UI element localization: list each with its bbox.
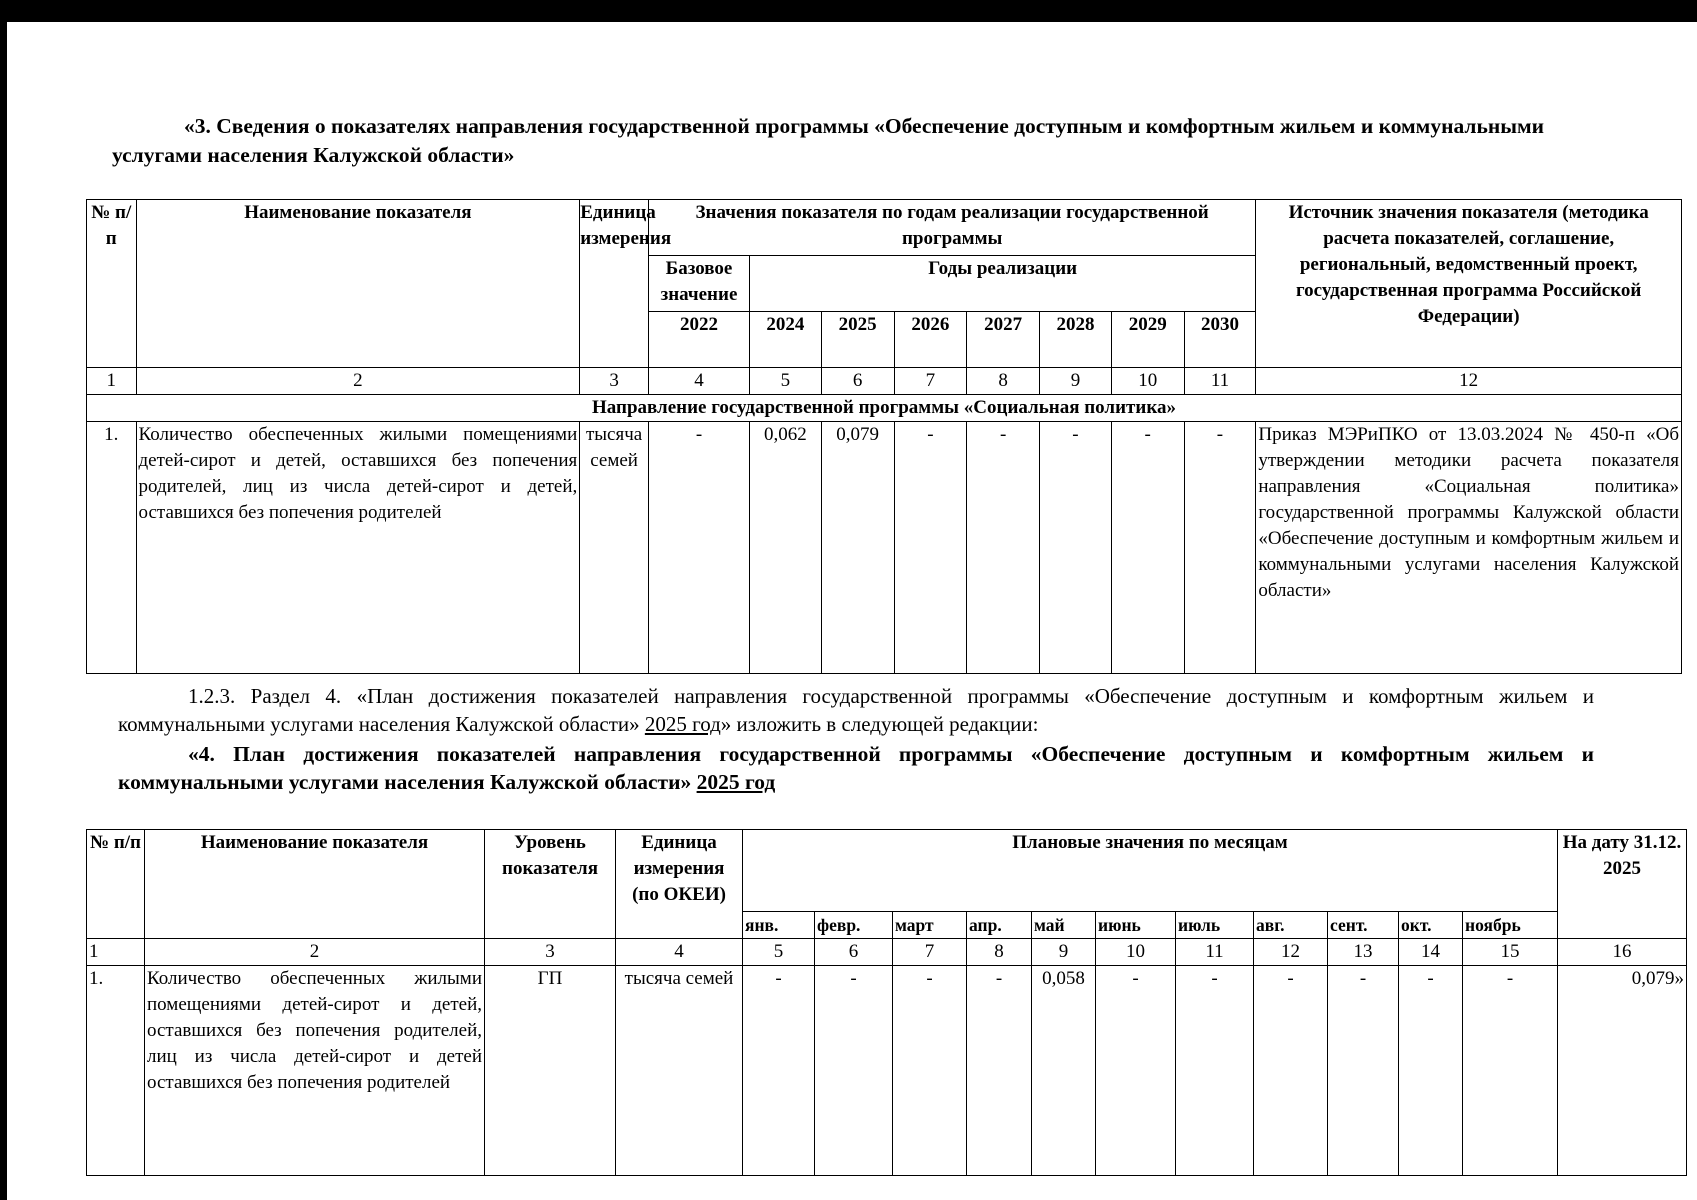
row-num: 1. bbox=[87, 966, 145, 1176]
column-number: 9 bbox=[1040, 368, 1112, 395]
section-4-title-text: «4. План достижения показателей направления государственной программы «Обеспечение доступным и комфортным жильем и коммунальными услугами населения Калужской области» bbox=[118, 742, 1594, 794]
plan-table bbox=[86, 829, 1687, 1176]
year-value: 0,062 bbox=[750, 422, 822, 674]
year-value: - bbox=[894, 422, 967, 674]
column-number: 5 bbox=[750, 368, 822, 395]
column-number: 2 bbox=[145, 939, 485, 966]
header-base: Базовое значение bbox=[648, 256, 749, 312]
header-year: 2030 bbox=[1184, 312, 1256, 368]
plan-header-num: № п/п bbox=[87, 830, 145, 939]
plan-column-numbers-row bbox=[87, 939, 1687, 966]
column-number: 6 bbox=[821, 368, 894, 395]
column-number: 3 bbox=[485, 939, 616, 966]
header-source: Источник значения показателя (методика расчета показателей, соглашение, региональный, ведомственный проект, государственная программа Российской Федерации) bbox=[1256, 200, 1682, 368]
month-header: апр. bbox=[967, 912, 1032, 939]
paragraph-suffix: » изложить в следующей редакции: bbox=[720, 712, 1039, 736]
month-value: 0,058 bbox=[1032, 966, 1096, 1176]
plan-header-name: Наименование показателя bbox=[145, 830, 485, 939]
column-number: 7 bbox=[894, 368, 967, 395]
section-4-year: 2025 год bbox=[696, 770, 776, 794]
month-value: - bbox=[967, 966, 1032, 1176]
header-base-year: 2022 bbox=[648, 312, 749, 368]
final-value: 0,079» bbox=[1558, 966, 1687, 1176]
column-number: 6 bbox=[815, 939, 893, 966]
column-number: 8 bbox=[967, 368, 1040, 395]
column-number: 12 bbox=[1256, 368, 1682, 395]
header-year: 2027 bbox=[967, 312, 1040, 368]
month-header: март bbox=[893, 912, 967, 939]
base-value: - bbox=[648, 422, 749, 674]
plan-header-level: Уровень показателя bbox=[485, 830, 616, 939]
column-number: 2 bbox=[136, 368, 580, 395]
header-year: 2025 bbox=[821, 312, 894, 368]
month-header: сент. bbox=[1328, 912, 1399, 939]
indicator-unit: тысяча семей bbox=[580, 422, 649, 674]
month-header: июнь bbox=[1096, 912, 1176, 939]
year-value: 0,079 bbox=[821, 422, 894, 674]
column-number: 13 bbox=[1328, 939, 1399, 966]
indicators-table bbox=[86, 199, 1682, 674]
column-number: 9 bbox=[1032, 939, 1096, 966]
header-year: 2029 bbox=[1111, 312, 1184, 368]
column-number: 7 bbox=[893, 939, 967, 966]
section-3-title: «3. Сведения о показателях направления государственной программы «Обеспечение доступным и комфортным жильем и коммунальными услугами населения Калужской области» bbox=[112, 114, 1545, 167]
column-number: 15 bbox=[1463, 939, 1558, 966]
column-number: 3 bbox=[580, 368, 649, 395]
indicator-level: ГП bbox=[485, 966, 616, 1176]
amendment-paragraph bbox=[118, 682, 1594, 738]
month-header: ноябрь bbox=[1463, 912, 1558, 939]
column-number: 4 bbox=[648, 368, 749, 395]
month-value: - bbox=[893, 966, 967, 1176]
month-header: авг. bbox=[1254, 912, 1328, 939]
column-number: 10 bbox=[1096, 939, 1176, 966]
row-num: 1. bbox=[87, 422, 137, 674]
indicator-unit: тысяча семей bbox=[616, 966, 743, 1176]
month-header: янв. bbox=[743, 912, 815, 939]
year-value: - bbox=[1040, 422, 1112, 674]
indicator-source: Приказ МЭРиПКО от 13.03.2024 № 450-п «Об утверждении методики расчета показателя направления «Социальная политика» государственной программы Калужской области «Обеспечение доступным и комфортным жильем и коммунальными услугами населения Калужской области» bbox=[1256, 422, 1682, 674]
column-number: 14 bbox=[1399, 939, 1463, 966]
header-years: Годы реализации bbox=[750, 256, 1256, 312]
direction-label: Направление государственной программы «Социальная политика» bbox=[87, 395, 1682, 422]
year-value: - bbox=[1111, 422, 1184, 674]
month-header: февр. bbox=[815, 912, 893, 939]
paragraph-year: 2025 год bbox=[644, 712, 721, 736]
month-header: июль bbox=[1176, 912, 1254, 939]
plan-header-unit: Единица измерения (по ОКЕИ) bbox=[616, 830, 743, 939]
month-value: - bbox=[1254, 966, 1328, 1176]
direction-row bbox=[87, 395, 1682, 422]
column-number: 11 bbox=[1176, 939, 1254, 966]
scan-top-border bbox=[0, 0, 1697, 22]
month-value: - bbox=[1463, 966, 1558, 1176]
plan-header-date: На дату 31.12. 2025 bbox=[1558, 830, 1687, 939]
month-value: - bbox=[1096, 966, 1176, 1176]
indicator-name: Количество обеспеченных жилыми помещениями детей-сирот и детей, оставшихся без попечения родителей, лиц из числа детей-сирот и детей, оставшихся без попечения родителей bbox=[136, 422, 580, 674]
month-value: - bbox=[1399, 966, 1463, 1176]
paragraph-prefix: 1.2.3. Раздел 4. «План достижения показателей направления государственной программы «Обеспечение доступным и комфортным жильем и коммунальными услугами населения Калужской области» bbox=[118, 684, 1594, 736]
column-number: 12 bbox=[1254, 939, 1328, 966]
column-number: 5 bbox=[743, 939, 815, 966]
year-value: - bbox=[1184, 422, 1256, 674]
scan-left-border bbox=[0, 0, 7, 1200]
month-header: окт. bbox=[1399, 912, 1463, 939]
header-year: 2024 bbox=[750, 312, 822, 368]
month-value: - bbox=[815, 966, 893, 1176]
column-number: 8 bbox=[967, 939, 1032, 966]
column-number: 4 bbox=[616, 939, 743, 966]
column-number: 10 bbox=[1111, 368, 1184, 395]
column-number: 11 bbox=[1184, 368, 1256, 395]
plan-header-row-1 bbox=[87, 830, 1687, 912]
header-values: Значения показателя по годам реализации государственной программы bbox=[648, 200, 1255, 256]
header-row-1 bbox=[87, 200, 1682, 256]
header-year: 2028 bbox=[1040, 312, 1112, 368]
table-row bbox=[87, 422, 1682, 674]
indicator-name: Количество обеспеченных жилыми помещениями детей-сирот и детей, оставшихся без попечения родителей, лиц из числа детей-сирот и детей оставшихся без попечения родителей bbox=[145, 966, 485, 1176]
year-value: - bbox=[967, 422, 1040, 674]
month-value: - bbox=[1176, 966, 1254, 1176]
header-name: Наименование показателя bbox=[136, 200, 580, 368]
header-year: 2026 bbox=[894, 312, 967, 368]
column-numbers-row bbox=[87, 368, 1682, 395]
table-row bbox=[87, 966, 1687, 1176]
header-unit: Единица измерения bbox=[580, 200, 649, 368]
plan-header-months: Плановые значения по месяцам bbox=[743, 830, 1558, 912]
column-number: 1 bbox=[87, 368, 137, 395]
month-value: - bbox=[743, 966, 815, 1176]
month-value: - bbox=[1328, 966, 1399, 1176]
column-number: 1 bbox=[87, 939, 145, 966]
month-header: май bbox=[1032, 912, 1096, 939]
header-num: № п/п bbox=[87, 200, 137, 368]
section-4-title bbox=[118, 740, 1594, 796]
column-number: 16 bbox=[1558, 939, 1687, 966]
